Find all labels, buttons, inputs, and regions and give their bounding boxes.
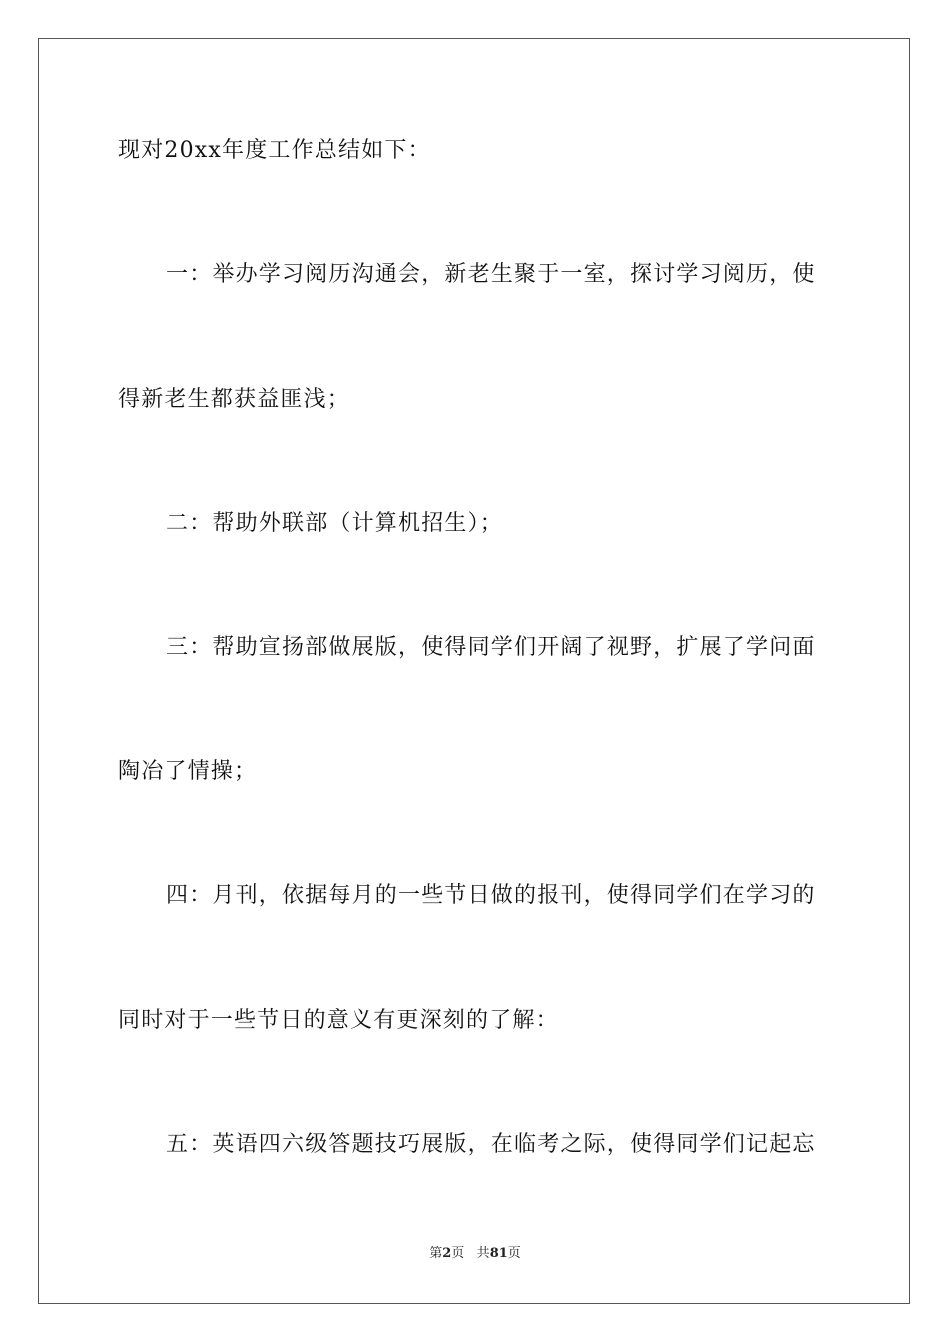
paragraph-line-item-3: 三：帮助宣扬部做展版，使得同学们开阔了视野，扩展了学问面 — [166, 635, 816, 660]
footer-total-prefix: 共 — [476, 1246, 490, 1261]
footer-page-prefix: 第 — [429, 1246, 443, 1261]
paragraph-line-item-3-cont: 陶冶了情操； — [118, 759, 258, 784]
page-footer — [0, 1246, 950, 1262]
footer-page-current: 2 — [442, 1246, 452, 1261]
footer-page-total: 81 — [489, 1246, 508, 1261]
paragraph-line-item-2: 二：帮助外联部（计算机招生）； — [166, 511, 504, 536]
footer-page-suffix: 页 — [451, 1246, 465, 1261]
paragraph-line-item-4: 四：月刊，依据每月的一些节日做的报刊，使得同学们在学习的 — [166, 883, 816, 908]
paragraph-line-item-1: 一：举办学习阅历沟通会，新老生聚于一室，探讨学习阅历，使 — [166, 262, 816, 287]
paragraph-line-item-4-cont: 同时对于一些节日的意义有更深刻的了解： — [118, 1008, 559, 1033]
footer-total-suffix: 页 — [507, 1246, 521, 1261]
paragraph-line-intro: 现对20xx年度工作总结如下： — [118, 138, 431, 163]
paragraph-line-item-1-cont: 得新老生都获益匪浅； — [118, 387, 351, 412]
paragraph-line-item-5: 五：英语四六级答题技巧展版，在临考之际，使得同学们记起忘 — [166, 1132, 816, 1157]
page-border — [38, 38, 910, 1304]
